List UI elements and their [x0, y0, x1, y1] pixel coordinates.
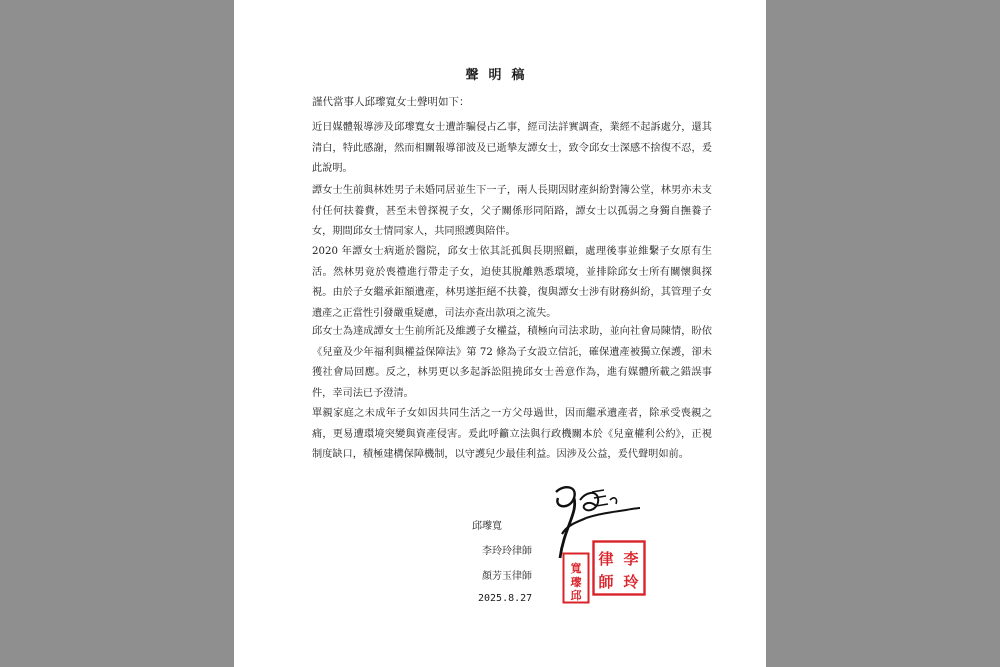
svg-text:玲: 玲 — [623, 573, 639, 591]
document-title: 聲明稿 — [465, 68, 535, 83]
svg-text:邱: 邱 — [570, 589, 582, 602]
signatory-name: 邱瓈寬 — [472, 521, 502, 532]
paragraph-2: 譚女士生前與林姓男子未婚同居並生下一子，兩人長期因財產糾紛對簿公堂，林男亦未支付任何扶養費，甚至未曾探視子女，父子關係形同陌路，譚女士以孤弱之身獨自撫養子女，期間邱女士情同家人，共同照護與陪伴。 — [312, 185, 712, 237]
paragraph-4: 邱女士為達成譚女士生前所託及維護子女權益，積極向司法求助，並向社會局陳情，盼依《兒童及少年福利與權益保障法》第 72 條為子女設立信託，確保遺產被獨立保護，卻未獲社會局回應。反之，林男更以多起訴訟阻撓邱女士善意作為，進有媒體所載之錯誤事件，幸司法已予澄清。 — [312, 326, 712, 399]
lawyer-seal-small — [562, 552, 590, 604]
lawyer-name-1: 李玲玲律師 — [482, 546, 532, 557]
svg-text:律: 律 — [598, 550, 614, 568]
document-intro: 謹代當事人邱瓈寬女士聲明如下： — [312, 96, 470, 108]
document-date: 2025.8.27 — [478, 593, 533, 604]
svg-text:師: 師 — [598, 573, 614, 591]
svg-text:李: 李 — [623, 550, 639, 568]
paragraph-3: 2020 年譚女士病逝於醫院，邱女士依其託孤與長期照顧，處理後事並維繫子女原有生活。然林男竟於喪禮進行帶走子女，迫使其脫離熟悉環境，並排除邱女士所有關懷與探視。由於子女繼承鉅額遺產，林男遂拒絕不扶養，復與譚女士涉有財務糾紛，其管理子女遺產之正當性引發嚴重疑慮，司法亦查出款項之流失。 — [312, 246, 712, 319]
svg-text:瓈: 瓈 — [570, 576, 582, 589]
document-page — [234, 0, 766, 667]
svg-text:寬: 寬 — [570, 562, 582, 575]
law-office-seal — [592, 540, 646, 596]
paragraph-1: 近日媒體報導涉及邱瓈寬女士遭詐騙侵占乙事，經司法詳實調查，業經不起訴處分，還其清白，特此感謝，然而相關報導卻波及已逝摯友譚女士，致令邱女士深感不捨復不忍，爰此說明。 — [312, 122, 712, 174]
lawyer-name-2: 顏芳玉律師 — [482, 571, 532, 582]
paragraph-5: 單親家庭之未成年子女如因共同生活之一方父母過世，因而繼承遺產者，除承受喪親之痛，更易遭環境突變與資產侵害。爰此呼籲立法與行政機關本於《兒童權利公約》，正視制度缺口，積極建構保障機制，以守護兒少最佳利益。因涉及公益，爰代聲明如前。 — [312, 408, 712, 460]
